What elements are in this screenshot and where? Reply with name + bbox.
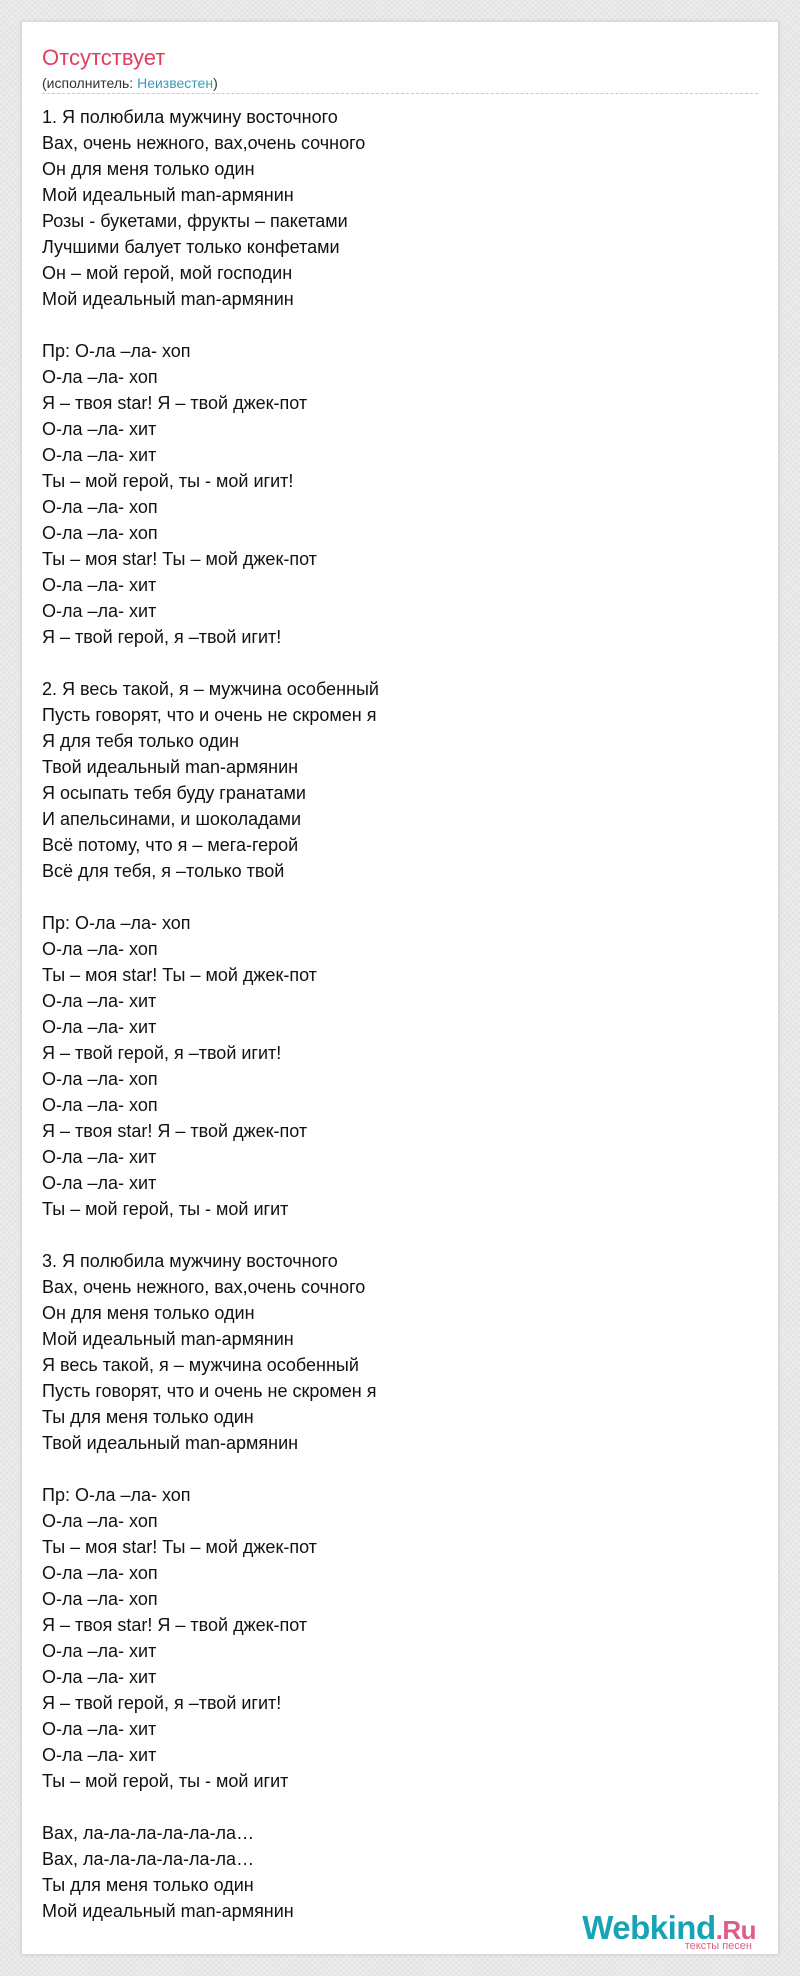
lyric-line: О-ла –ла- хит	[42, 1017, 157, 1037]
lyric-line: Всё потому, что я – мега-герой	[42, 835, 299, 855]
lyric-line: Ты для меня только один	[42, 1407, 254, 1427]
lyric-line: Вах, очень нежного, вах,очень сочного	[42, 133, 366, 153]
lyric-line: О-ла –ла- хоп	[42, 1563, 158, 1583]
stanza-gap	[42, 1794, 379, 1820]
lyric-line: Ты – моя star! Ты – мой джек-пот	[42, 549, 317, 569]
lyric-line: Я для тебя только один	[42, 731, 240, 751]
song-title: Отсутствует	[42, 45, 166, 70]
lyric-line: О-ла –ла- хит	[42, 1667, 157, 1687]
lyric-line: Мой идеальный man-армянин	[42, 185, 294, 205]
lyric-line: Ты – мой герой, ты - мой игит	[42, 1199, 289, 1219]
lyric-line: О-ла –ла- хит	[42, 1745, 157, 1765]
webkind-logo[interactable]	[582, 1909, 756, 1952]
lyric-line: О-ла –ла- хит	[42, 445, 157, 465]
lyric-line: Пр: О-ла –ла- хоп	[42, 341, 191, 361]
lyric-line: О-ла –ла- хоп	[42, 523, 158, 543]
lyric-line: Я – твоя star! Я – твой джек-пот	[42, 393, 308, 413]
lyric-line: Ты – мой герой, ты - мой игит	[42, 1771, 289, 1791]
lyric-line: Я – твоя star! Я – твой джек-пот	[42, 1615, 308, 1635]
lyric-line: Ты – моя star! Ты – мой джек-пот	[42, 965, 317, 985]
lyric-line: Ты – моя star! Ты – мой джек-пот	[42, 1537, 317, 1557]
lyric-line: Я – твой герой, я –твой игит!	[42, 1693, 282, 1713]
lyric-line: И апельсинами, и шоколадами	[42, 809, 302, 829]
lyric-line: О-ла –ла- хоп	[42, 1095, 158, 1115]
artist-line	[42, 74, 218, 92]
lyric-line: Он для меня только один	[42, 1303, 255, 1323]
lyric-line: Вах, ла-ла-ла-ла-ла-ла…	[42, 1849, 255, 1869]
stanza-gap	[42, 650, 379, 676]
lyric-line: Я весь такой, я – мужчина особенный	[42, 1355, 359, 1375]
logo-suffix: .Ru	[715, 1915, 756, 1945]
lyric-line: Всё для тебя, я –только твой	[42, 861, 285, 881]
lyric-line: Вах, очень нежного, вах,очень сочного	[42, 1277, 366, 1297]
lyric-line: О-ла –ла- хит	[42, 601, 157, 621]
lyric-line: Пр: О-ла –ла- хоп	[42, 913, 191, 933]
lyrics-text	[42, 104, 379, 1924]
lyric-line: О-ла –ла- хит	[42, 991, 157, 1011]
lyric-line: О-ла –ла- хоп	[42, 939, 158, 959]
stanza-gap	[42, 312, 379, 338]
logo-brand: Webkind	[582, 1909, 716, 1946]
lyric-line: Ты для меня только один	[42, 1875, 254, 1895]
lyric-line: Он – мой герой, мой господин	[42, 263, 293, 283]
lyric-line: О-ла –ла- хит	[42, 1173, 157, 1193]
lyric-line: Мой идеальный man-армянин	[42, 1329, 294, 1349]
lyric-line: О-ла –ла- хоп	[42, 497, 158, 517]
lyric-line: О-ла –ла- хит	[42, 1719, 157, 1739]
lyric-line: Я – твоя star! Я – твой джек-пот	[42, 1121, 308, 1141]
lyric-line: Розы - букетами, фрукты – пакетами	[42, 211, 348, 231]
artist-suffix: )	[213, 75, 218, 91]
lyric-line: Я осыпать тебя буду гранатами	[42, 783, 306, 803]
lyric-line: Пусть говорят, что и очень не скромен я	[42, 1381, 377, 1401]
lyric-line: О-ла –ла- хит	[42, 1147, 157, 1167]
lyric-line: Вах, ла-ла-ла-ла-ла-ла…	[42, 1823, 255, 1843]
lyric-line: О-ла –ла- хит	[42, 1641, 157, 1661]
lyric-line: О-ла –ла- хоп	[42, 1589, 158, 1609]
lyric-line: Твой идеальный man-армянин	[42, 757, 299, 777]
lyric-line: О-ла –ла- хит	[42, 575, 157, 595]
lyric-line: Мой идеальный man-армянин	[42, 289, 294, 309]
title-divider	[42, 93, 758, 94]
lyric-line: Пусть говорят, что и очень не скромен я	[42, 705, 377, 725]
lyric-line: Пр: О-ла –ла- хоп	[42, 1485, 191, 1505]
lyric-line: Твой идеальный man-армянин	[42, 1433, 299, 1453]
lyric-line: Лучшими балует только конфетами	[42, 237, 340, 257]
lyric-line: О-ла –ла- хоп	[42, 1069, 158, 1089]
lyric-line: 1. Я полюбила мужчину восточного	[42, 107, 338, 127]
lyric-line: 2. Я весь такой, я – мужчина особенный	[42, 679, 379, 699]
artist-prefix: (исполнитель:	[42, 75, 138, 91]
lyric-line: Я – твой герой, я –твой игит!	[42, 1043, 282, 1063]
lyric-line: Он для меня только один	[42, 159, 255, 179]
lyric-line: О-ла –ла- хоп	[42, 1511, 158, 1531]
lyric-line: Мой идеальный man-армянин	[42, 1901, 294, 1921]
lyric-line: Я – твой герой, я –твой игит!	[42, 627, 282, 647]
stanza-gap	[42, 1456, 379, 1482]
lyric-line: 3. Я полюбила мужчину восточного	[42, 1251, 338, 1271]
stanza-gap	[42, 1222, 379, 1248]
lyric-line: О-ла –ла- хит	[42, 419, 157, 439]
logo-tagline: тексты песен	[684, 1940, 752, 1952]
lyric-line: О-ла –ла- хоп	[42, 367, 158, 387]
stanza-gap	[42, 884, 379, 910]
lyric-line: Ты – мой герой, ты - мой игит!	[42, 471, 294, 491]
lyrics-card	[21, 21, 779, 1955]
artist-link[interactable]: Неизвестен	[137, 75, 214, 91]
